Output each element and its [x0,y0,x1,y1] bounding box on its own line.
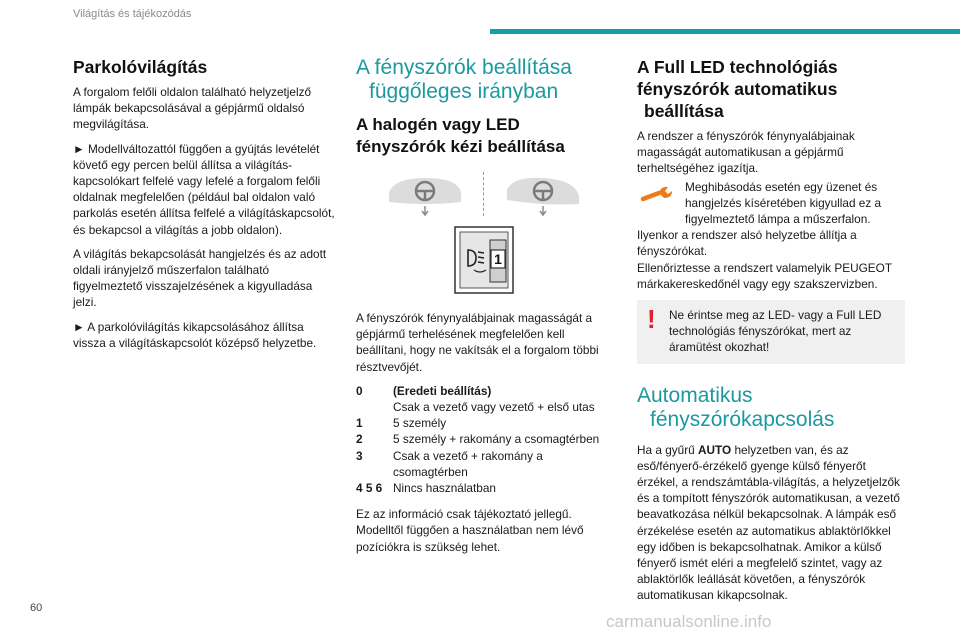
title-line: fényszórók kézi beállítása [356,137,565,156]
auto-headlight-title [637,384,905,432]
legend-key: 1 [356,416,363,431]
parking-lights-title: Parkolóvilágítás [73,57,208,77]
legend-row [356,431,611,447]
headlight-dial [454,226,514,294]
legend-value: 5 személy [393,416,447,431]
column-parking-lights [73,56,335,351]
headlight-adjustment-title [356,56,611,104]
headlight-note: Ez az információ csak tájékoztató jellegű. Modelltől függően a használatban nem lévő pozíciókra is szükség lehet. [356,507,584,554]
divider [483,172,485,216]
headlight-dial-illustration [356,226,611,294]
header-section-title: Világítás és tájékozódás [73,8,192,20]
legend-value: 5 személy + rakomány a csomagtérben [393,432,600,447]
car-loaded-illustration [503,172,583,216]
fault-text-2: Ilyenkor a rendszer alsó helyzetbe állítja a fényszórókat. [637,228,857,259]
title-line: fényszórókapcsolás [650,407,835,431]
manual-adjustment-title [356,114,611,158]
warning-icon: ! [647,304,656,335]
load-positions-legend [356,383,611,496]
legend-value: (Eredeti beállítás) [393,383,492,398]
legend-row [356,399,611,415]
title-line: függőleges irányban [369,80,559,103]
legend-row [356,415,611,431]
title-line: beállítása [644,101,724,121]
text-fragment: helyzetben van, és az eső/fényerő-érzékelő gyenge külső fényerőt érzékel, a rendszámtábla-világítás, a helyzetjelzők és a tompított fényszórók automatikusan, a vezető beavatkozása nélkül bekapcsolnak. A lámpák eső érzékelése esetén az automatikus ablaktörlőkkel egy időben is bekapcsolhatnak. Amikor a külső fényerő ismét eléri a megfelelő szintet, vagy az ablaktörlők leállását követően, a fényszórók automatikusan kikapcsolnak. [637,442,900,603]
title-line: fényszórók automatikus [637,79,838,99]
warning-box [637,300,905,364]
auto-label: AUTO [697,442,732,457]
headlight-intro: A fényszórók fénynyalábjainak magasságát a gépjármű terhelésének megfelelően kell beállítani, hogy ne vakítsák el a forgalom többi résztvevőjét. [356,311,599,374]
parking-paragraph: ► A parkolóvilágítás kikapcsolásához állítsa vissza a világításkapcsolót középső helyzetbe. [73,319,317,350]
dial-position-label: 1 [493,251,502,267]
car-illustrations [356,172,611,216]
parking-paragraph: ► Modellváltozattól függően a gyújtás levételét követő egy percen belül állítsa a világítás-kapcsolókart felfelé vagy lefelé a forgalom felőli oldalnak megfelelően (például bal oldalon való parkolás esetén állítsa felfelé a világításkapcsolót, és bekapcsol a világítás a jobb oldalon). [73,141,335,237]
title-line: A halogén vagy LED [356,115,520,134]
warning-text: Ne érintse meg az LED- vagy a Full LED technológiás fényszórókat, mert az áramütést okozhat! [669,308,882,355]
legend-value: Nincs használatban [393,481,496,496]
legend-row [356,480,611,496]
header-accent-bar [490,29,960,34]
legend-key: 3 [356,448,363,463]
legend-value: Csak a vezető vagy vezető + első utas [393,400,595,415]
car-level-illustration [385,172,465,216]
legend-key: 4 5 6 [356,481,383,496]
title-line: Automatikus [637,383,753,407]
legend-row [356,448,611,480]
text-fragment: Ha a gyűrű [637,442,698,457]
fault-text-3: Ellenőriztesse a rendszert valamelyik PEUGEOT márkakereskedőnél vagy egy szakszervizben. [637,260,892,291]
column-headlight-adjustment [356,56,611,555]
auto-headlight-text [637,442,905,604]
page-number: 60 [30,602,43,614]
column-full-led [637,56,905,604]
legend-value: Csak a vezető + rakomány a csomagtérben [393,448,543,479]
fault-text: Meghibásodás esetén egy üzenet és hangjelzés kíséretében kigyullad ez a figyelmeztető lámpa a műszerfalon. [685,179,882,227]
legend-row [356,383,611,399]
parking-paragraph: A forgalom felőli oldalon található helyzetjelző lámpák bekapcsolásával a gépjármű oldalsó megvilágítása. [73,85,312,132]
parking-paragraph: A világítás bekapcsolását hangjelzés és az adott oldali irányjelző műszerfalon található figyelmeztető visszajelzésének a kigyulladása jelzi. [73,246,327,310]
legend-key [356,399,393,415]
fault-notice [637,179,905,228]
legend-key: 0 [356,383,363,398]
legend-key: 2 [356,432,363,447]
title-line: A Full LED technológiás [637,57,838,77]
full-led-intro: A rendszer a fényszórók fénynyalábjainak magasságát automatikusan a gépjármű terheltségéhez igazítja. [637,129,855,176]
title-line: A fényszórók beállítása [356,56,572,79]
wrench-icon [637,181,677,209]
watermark: carmanualsonline.info [606,612,772,631]
full-led-title [637,56,905,122]
